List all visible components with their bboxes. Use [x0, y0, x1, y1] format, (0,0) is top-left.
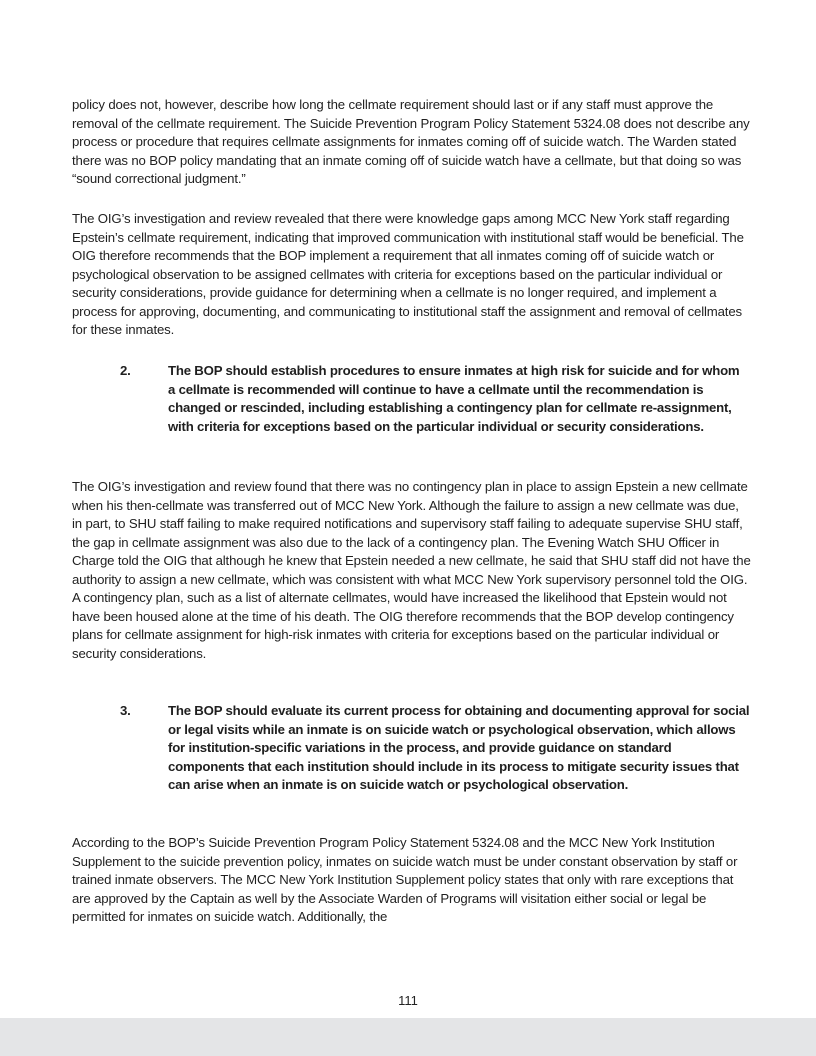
paragraph-contingency-plan: The OIG’s investigation and review found that there was no contingency plan in place to assign Epstein a new cellmate when his then-cellmate was transferred out of MCC New York. Although the failure to assign a new cellmate was due, in part, to SHU staff failing to make required notifications and supervisory staff failing to adequate supervise SHU staff, the gap in cellmate assignment was also due to the lack of a contingency plan. The Evening Watch SHU Officer in Charge told the OIG that although he knew that Epstein needed a new cellmate, he said that SHU staff did not have the authority to assign a new cellmate, which was consistent with what MCC New York supervisory personnel told the OIG. A contingency plan, such as a list of alternate cellmates, would have increased the likelihood that Epstein would not have been housed alone at the time of his death. The OIG therefore recommends that the BOP develop contingency plans for cellmate assignment for high-risk inmates with criteria for exceptions based on the particular individual or security considerations.	[72, 479, 751, 661]
recommendation-text: The BOP should establish procedures to ensure inmates at high risk for suicide and for whom a cellmate is recommended will continue to have a cellmate until the recommendation is changed or rescinded, including establishing a contingency plan for cellmate re-assignment, with criteria for exceptions based on the particular individual or security considerations.	[168, 363, 740, 434]
paragraph-cellmate-policy: policy does not, however, describe how long the cellmate requirement should last or if any staff must approve the removal of the cellmate requirement. The Suicide Prevention Program Policy Statement 5324.08 does not describe any process or procedure that requires cellmate assignments for inmates coming off of suicide watch. The Warden stated there was no BOP policy mandating that an inmate coming off of suicide watch have a cellmate, but that doing so was “sound correctional judgment.”	[72, 97, 750, 186]
viewer-background	[0, 1018, 816, 1056]
recommendation-3	[120, 702, 750, 795]
paragraph-visitation-policy: According to the BOP’s Suicide Prevention Program Policy Statement 5324.08 and the MCC New York Institution Supplement to the suicide prevention policy, inmates on suicide watch must be under constant observation by staff or trained inmate observers. The MCC New York Institution Supplement policy states that only with rare exceptions that are approved by the Captain as well by the Associate Warden of Programs will visitation either social or legal be permitted for inmates on suicide watch. Additionally, the	[72, 835, 738, 924]
recommendation-number: 2.	[120, 363, 131, 378]
paragraph-knowledge-gaps: The OIG’s investigation and review revealed that there were knowledge gaps among MCC New York staff regarding Epstein’s cellmate requirement, indicating that improved communication with institutional staff would be beneficial. The OIG therefore recommends that the BOP implement a requirement that all inmates coming off of suicide watch or psychological observation to be assigned cellmates with criteria for exceptions based on the particular individual or security considerations, provide guidance for determining when a cellmate is no longer required, and implement a process for approving, documenting, and communicating to institutional staff the assignment and removal of cellmates for these inmates.	[72, 211, 744, 337]
recommendation-text: The BOP should evaluate its current process for obtaining and documenting approval for social or legal visits while an inmate is on suicide watch or psychological observation, which allows for institution-specific variations in the process, and provide guidance on standard components that each institution should include in its process to mitigate security issues that can arise when an inmate is on suicide watch or psychological observation.	[168, 703, 750, 792]
page-number: 111	[398, 993, 418, 1008]
recommendation-number: 3.	[120, 703, 131, 718]
recommendation-2	[120, 362, 750, 436]
